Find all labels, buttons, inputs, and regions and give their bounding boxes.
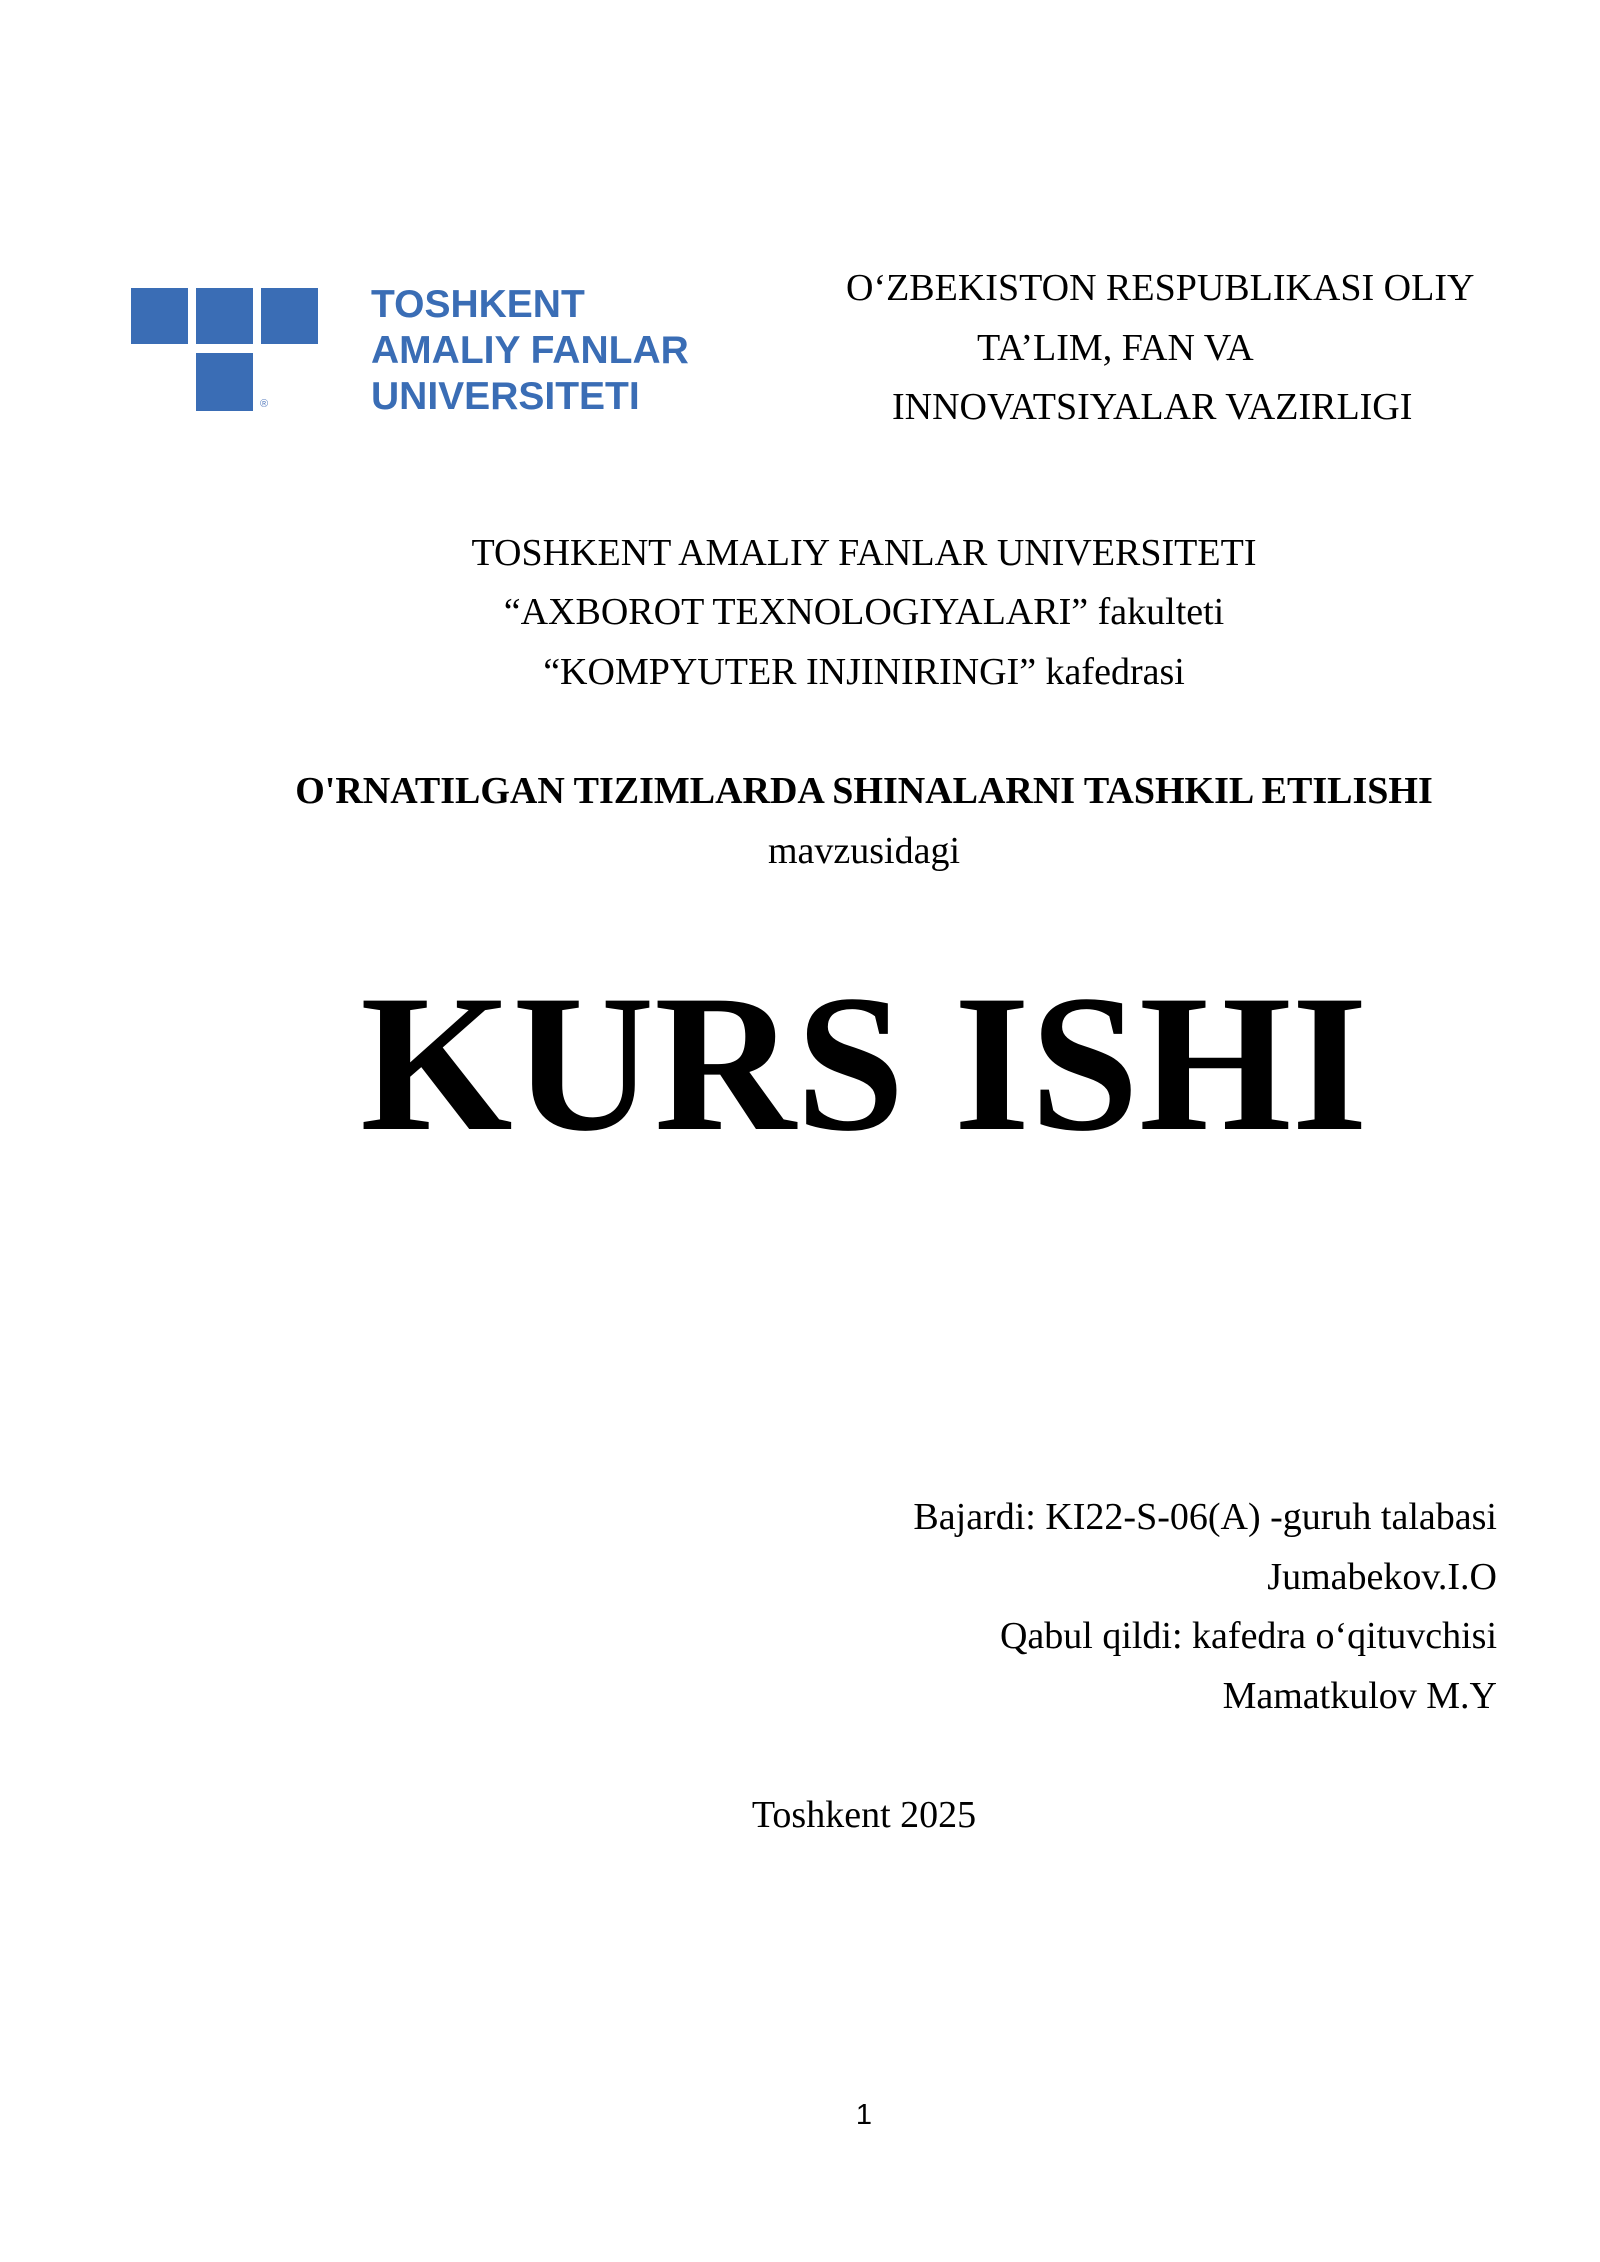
topic-title: O'RNATILGAN TIZIMLARDA SHINALARNI TASHKIL ETILISHI [295,770,1433,812]
logo-square-bottom-middle [196,353,253,411]
logo-text-line-2: AMALIY FANLAR [371,329,689,372]
logo-text-line-3: UNIVERSITETI [371,375,640,418]
logo-registered-mark: ® [260,398,269,410]
ministry-line-3: INNOVATSIYALAR VAZIRLIGI [892,386,1413,428]
place-year: Toshkent 2025 [751,1794,977,1836]
ministry-line-2: TA’LIM, FAN VA [977,327,1254,369]
logo-square-top-left [131,288,188,344]
logo-square-top-right [261,288,318,344]
department-name: “KOMPYUTER INJINIRINGI” kafedrasi [543,651,1185,693]
logo-text-line-1: TOSHKENT [371,283,585,326]
university-name: TOSHKENT AMALIY FANLAR UNIVERSITETI [471,532,1257,574]
accepted-by-label: Qabul qildi: kafedra o‘qituvchisi [999,1615,1497,1657]
page-number: 1 [855,2099,873,2131]
faculty-name: “AXBOROT TEXNOLOGIYALARI” fakulteti [503,591,1225,633]
performed-by-label: Bajardi: KI22-S-06(A) -guruh talabasi [913,1496,1497,1538]
work-type-title: KURS ISHI [360,955,1368,1172]
teacher-name: Mamatkulov M.Y [1222,1675,1497,1717]
ministry-line-1: O‘ZBEKISTON RESPUBLIKASI OLIY [846,267,1475,309]
topic-suffix: mavzusidagi [767,830,961,872]
student-name: Jumabekov.I.O [1267,1556,1497,1598]
logo-square-top-middle [196,288,253,344]
